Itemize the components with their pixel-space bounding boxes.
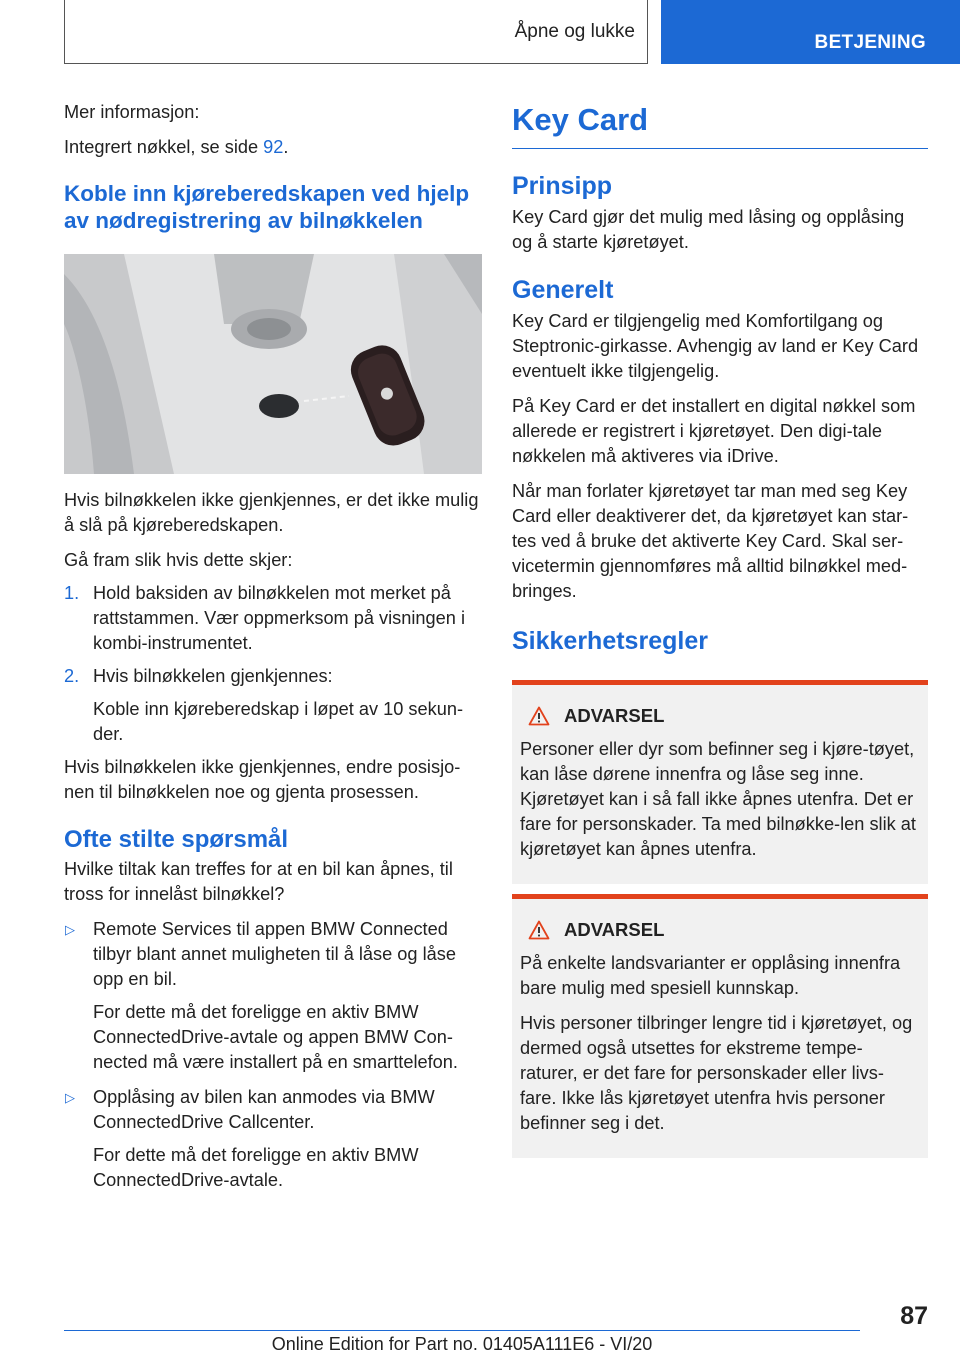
faq-item-text: Opplåsing av bilen kan anmodes via BMW ConnectedDrive Callcenter. bbox=[93, 1087, 435, 1132]
not-recognized-paragraph: Hvis bilnøkkelen ikke gjenkjennes, endre posisjo-nen til bilnøkkelen noe og gjenta prosessen. bbox=[64, 757, 461, 802]
step-text: Hvis bilnøkkelen gjenkjennes: bbox=[93, 666, 333, 686]
step-number: 2. bbox=[64, 666, 80, 686]
page-link[interactable]: 92 bbox=[263, 137, 284, 157]
more-info-label: Mer informasjon: bbox=[64, 102, 200, 122]
list-item bbox=[64, 1085, 482, 1193]
general-paragraph: På Key Card er det installert en digital nøkkel som allerede er registrert i kjøretøyet. Den digi-tale nøkkelen må aktiveres via iDrive. bbox=[512, 396, 916, 466]
header-section-box bbox=[64, 0, 648, 64]
right-column bbox=[512, 100, 928, 1158]
page-title: Key Card bbox=[512, 100, 928, 149]
steps-list bbox=[64, 581, 482, 747]
step-number: 1. bbox=[64, 583, 80, 603]
faq-item-subtext: For dette må det foreligge en aktiv BMW ConnectedDrive-avtale. bbox=[93, 1145, 419, 1190]
instructions-intro: Gå fram slik hvis dette skjer: bbox=[64, 550, 293, 570]
list-item bbox=[64, 664, 482, 747]
faq-item-subtext: For dette må det foreligge en aktiv BMW ConnectedDrive-avtale og appen BMW Con-nected må være installert på en smarttelefon. bbox=[93, 1002, 458, 1072]
integrated-key-reference bbox=[64, 135, 482, 160]
chapter-title: BETJENING bbox=[814, 32, 926, 53]
reference-text: Integrert nøkkel, se side bbox=[64, 137, 264, 157]
emergency-heading: Koble inn kjøreberedskapen ved hjelp av nødregistrering av bilnøkkelen bbox=[64, 181, 470, 233]
warning-triangle-icon bbox=[528, 920, 550, 940]
intro-paragraph: Hvis bilnøkkelen ikke gjenkjennes, er det ikke mulig å slå på kjøreberedskapen. bbox=[64, 490, 479, 535]
reference-suffix: . bbox=[283, 137, 289, 157]
warning-text: Personer eller dyr som befinner seg i kjøre-tøyet, kan låse dørene innenfra og låse seg inne. Kjøretøyet kan i så fall ikke åpnes utenfra. Det er fare for personskader. Ta med bilnøkke-len slik at kjøretøyet kan åpnes utenfra. bbox=[520, 739, 916, 859]
warning-title bbox=[520, 705, 920, 727]
general-paragraph: Når man forlater kjøretøyet tar man med seg Key Card eller deaktiverer det, da kjøretøyet kan star-tes ved å bruke det aktiverte Key Card. Skal ser-vicetermin gjennomføres må alltid bilnøkkel med-bringes. bbox=[512, 481, 909, 601]
general-heading: Generelt bbox=[512, 276, 614, 304]
warning-text: På enkelte landsvarianter er opplåsing innenfra bare mulig med spesiell kunnskap. bbox=[520, 953, 901, 998]
warning-triangle-icon bbox=[528, 706, 550, 726]
principle-text: Key Card gjør det mulig med låsing og opplåsing og å starte kjøretøyet. bbox=[512, 207, 905, 252]
warning-text: Hvis personer tilbringer lengre tid i kjøretøyet, og dermed også utsettes for ekstreme tempe-raturer, er det fare for personskader eller livs-fare. Ikke lås kjøretøyet utenfra hvis personer befinner seg i det. bbox=[520, 1013, 913, 1133]
faq-question: Hvilke tiltak kan treffes for at en bil kan åpnes, til tross for innelåst bilnøkkel? bbox=[64, 859, 453, 904]
warning-title bbox=[520, 919, 920, 941]
warning-label: ADVARSEL bbox=[564, 919, 665, 940]
principle-heading: Prinsipp bbox=[512, 172, 613, 200]
safety-heading: Sikkerhetsregler bbox=[512, 627, 708, 655]
bullet-triangle-icon: ▷ bbox=[65, 1090, 75, 1105]
list-item bbox=[64, 917, 482, 1075]
warning-box bbox=[512, 894, 928, 1158]
warning-box bbox=[512, 680, 928, 884]
faq-item-text: Remote Services til appen BMW Connected tilbyr blant annet muligheten til å låse og låse opp en bil. bbox=[93, 919, 456, 989]
bullet-triangle-icon: ▷ bbox=[65, 922, 75, 937]
steering-column-illustration bbox=[64, 254, 482, 474]
section-title: Åpne og lukke bbox=[514, 21, 635, 42]
warning-label: ADVARSEL bbox=[564, 705, 665, 726]
footer-divider bbox=[64, 1330, 860, 1331]
left-column bbox=[64, 100, 482, 1203]
steering-column-photo bbox=[64, 254, 482, 474]
page-number: 87 bbox=[900, 1302, 928, 1330]
faq-heading: Ofte stilte spørsmål bbox=[64, 826, 289, 853]
step-text: Hold baksiden av bilnøkkelen mot merket på rattstammen. Vær oppmerksom på visningen i kombi-instrumentet. bbox=[93, 583, 465, 653]
chapter-tab[interactable] bbox=[661, 0, 960, 64]
step-subtext: Koble inn kjøreberedskap i løpet av 10 sekun-der. bbox=[93, 699, 464, 744]
faq-list bbox=[64, 917, 482, 1193]
list-item bbox=[64, 581, 482, 656]
edition-footer: Online Edition for Part no. 01405A111E6 - VI/20 bbox=[271, 1334, 653, 1354]
general-paragraph: Key Card er tilgjengelig med Komfortilgang og Steptronic-girkasse. Avhengig av land er Key Card eventuelt ikke tilgjengelig. bbox=[512, 311, 919, 381]
